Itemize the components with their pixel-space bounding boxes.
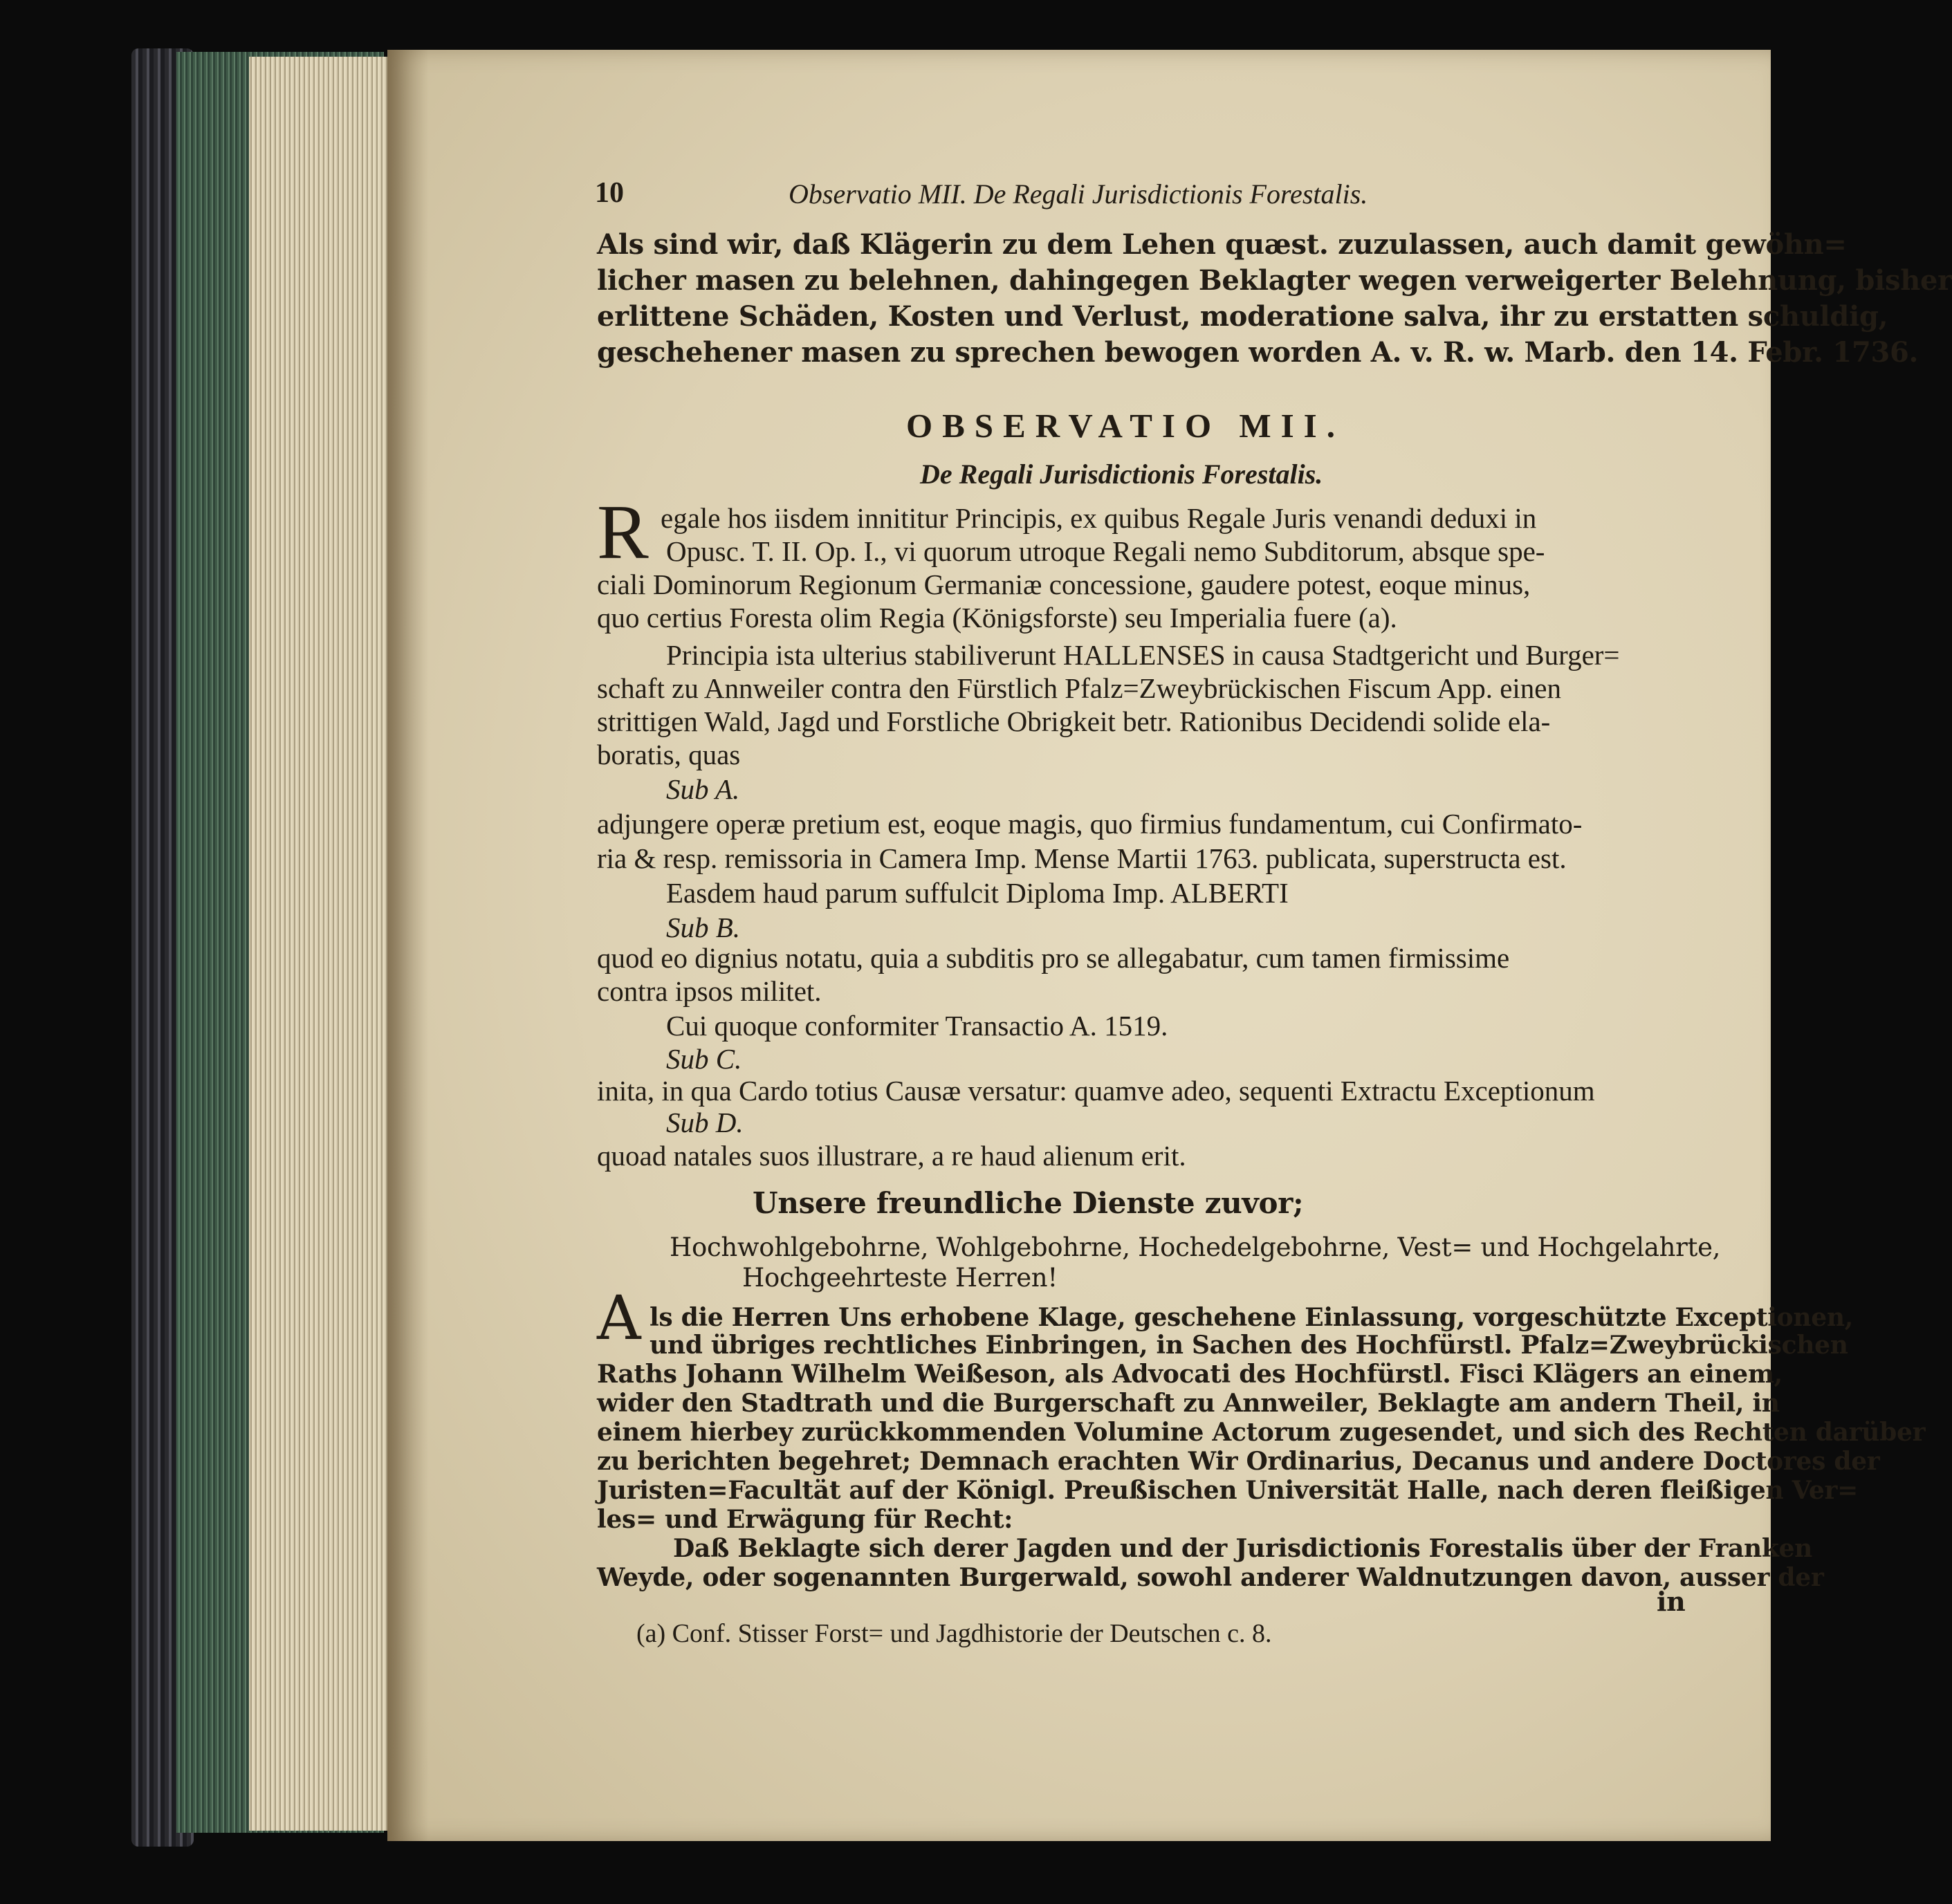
running-title: Observatio MII. De Regali Jurisdictionis Forestalis. — [789, 178, 1368, 210]
text-line: inita, in qua Cardo totius Causæ versatur: quamve adeo, sequenti Extractu Exceptionum — [597, 1075, 1595, 1107]
text-line: Als sind wir, daß Klägerin zu dem Lehen quæst. zuzulassen, auch damit gewöhn= — [597, 228, 1847, 261]
text-line: geschehener masen zu sprechen bewogen worden A. v. R. w. Marb. den 14. Febr. 1736. — [597, 336, 1919, 369]
text-line: contra ipsos militet. — [597, 975, 822, 1007]
text-line: Opusc. T. II. Op. I., vi quorum utroque Regali nemo Subditorum, absque spe- — [666, 535, 1545, 567]
text-line: adjungere operæ pretium est, eoque magis, quo firmius fundamentum, cui Confirmato- — [597, 808, 1583, 840]
text-line: strittigen Wald, Jagd und Forstliche Obrigkeit betr. Rationibus Decidendi solide ela- — [597, 705, 1551, 737]
text-line: und übriges rechtliches Einbringen, in Sachen des Hochfürstl. Pfalz=Zweybrückischen — [650, 1331, 1848, 1360]
text-line: schaft zu Annweiler contra den Fürstlich Pfalz=Zweybrückischen Fiscum App. einen — [597, 672, 1561, 704]
text-line: quo certius Foresta olim Regia (Königsforste) seu Imperialia fuere (a). — [597, 602, 1397, 634]
letter-salutation: Hochgeehrteste Herren! — [742, 1263, 1058, 1293]
section-heading: OBSERVATIO MII. — [906, 407, 1345, 445]
text-line: les= und Erwägung für Recht: — [597, 1505, 1013, 1534]
text-line: ls die Herren Uns erhobene Klage, geschehene Einlassung, vorgeschützte Exceptionen, — [650, 1303, 1853, 1332]
page-stack — [249, 57, 408, 1831]
page-number: 10 — [595, 177, 624, 209]
letter-salutation: Hochwohlgebohrne, Wohlgebohrne, Hochedelgebohrne, Vest= und Hochgelahrte, — [670, 1232, 1721, 1262]
sub-label-a: Sub A. — [666, 773, 740, 805]
section-subheading: De Regali Jurisdictionis Forestalis. — [920, 459, 1323, 490]
text-line: Daß Beklagte sich derer Jagden und der Jurisdictionis Forestalis über der Franken — [673, 1534, 1813, 1563]
drop-cap: A — [597, 1282, 641, 1353]
text-line: Cui quoque conformiter Transactio A. 1519. — [666, 1010, 1168, 1042]
gutter-shade — [387, 50, 429, 1841]
text-line: Weyde, oder sogenannten Burgerwald, sowohl anderer Waldnutzungen davon, ausser der — [597, 1563, 1824, 1592]
footnote: (a) Conf. Stisser Forst= und Jagdhistorie der Deutschen c. 8. — [636, 1619, 1272, 1648]
text-line: ciali Dominorum Regionum Germaniæ concessione, gaudere potest, eoque minus, — [597, 569, 1531, 600]
text-line: Raths Johann Wilhelm Weißeson, als Advocati des Hochfürstl. Fisci Klägers an einem, — [597, 1360, 1783, 1389]
running-head — [595, 176, 1702, 218]
text-line: egale hos iisdem innititur Principis, ex quibus Regale Juris venandi deduxi in — [661, 502, 1537, 534]
text-line: Principia ista ulterius stabiliverunt HALLENSES in causa Stadtgericht und Burger= — [666, 639, 1620, 671]
letter-greeting: Unsere freundliche Dienste zuvor; — [753, 1186, 1304, 1220]
text-line: quod eo dignius notatu, quia a subditis pro se allegabatur, cum tamen firmissime — [597, 942, 1510, 974]
sub-label-b: Sub B. — [666, 912, 741, 943]
text-line: Easdem haud parum suffulcit Diploma Imp. ALBERTI — [666, 877, 1289, 909]
text-line: erlittene Schäden, Kosten und Verlust, moderatione salva, ihr zu erstatten schuldig, — [597, 300, 1888, 333]
text-line: zu berichten begehret; Demnach erachten Wir Ordinarius, Decanus und andere Doctores der — [597, 1447, 1880, 1476]
text-line: licher masen zu belehnen, dahingegen Beklagter wegen verweigerter Belehnung, bisher — [597, 264, 1952, 297]
sub-label-d: Sub D. — [666, 1107, 744, 1138]
sub-label-c: Sub C. — [666, 1043, 742, 1075]
drop-cap: R — [597, 490, 649, 575]
text-line: wider den Stadtrath und die Burgerschaft zu Annweiler, Beklagte am andern Theil, in — [597, 1389, 1780, 1418]
text-line: ria & resp. remissoria in Camera Imp. Mense Martii 1763. publicata, superstructa est. — [597, 842, 1567, 874]
text-line: einem hierbey zurückkommenden Volumine Actorum zugesendet, und sich des Rechten darüber — [597, 1418, 1926, 1447]
catchword: in — [1657, 1586, 1686, 1617]
text-line: boratis, quas — [597, 739, 741, 770]
text-line: quoad natales suos illustrare, a re haud alienum erit. — [597, 1140, 1186, 1172]
text-line: Juristen=Facultät auf der Königl. Preußischen Universität Halle, nach deren fleißigen Ver= — [597, 1476, 1859, 1505]
